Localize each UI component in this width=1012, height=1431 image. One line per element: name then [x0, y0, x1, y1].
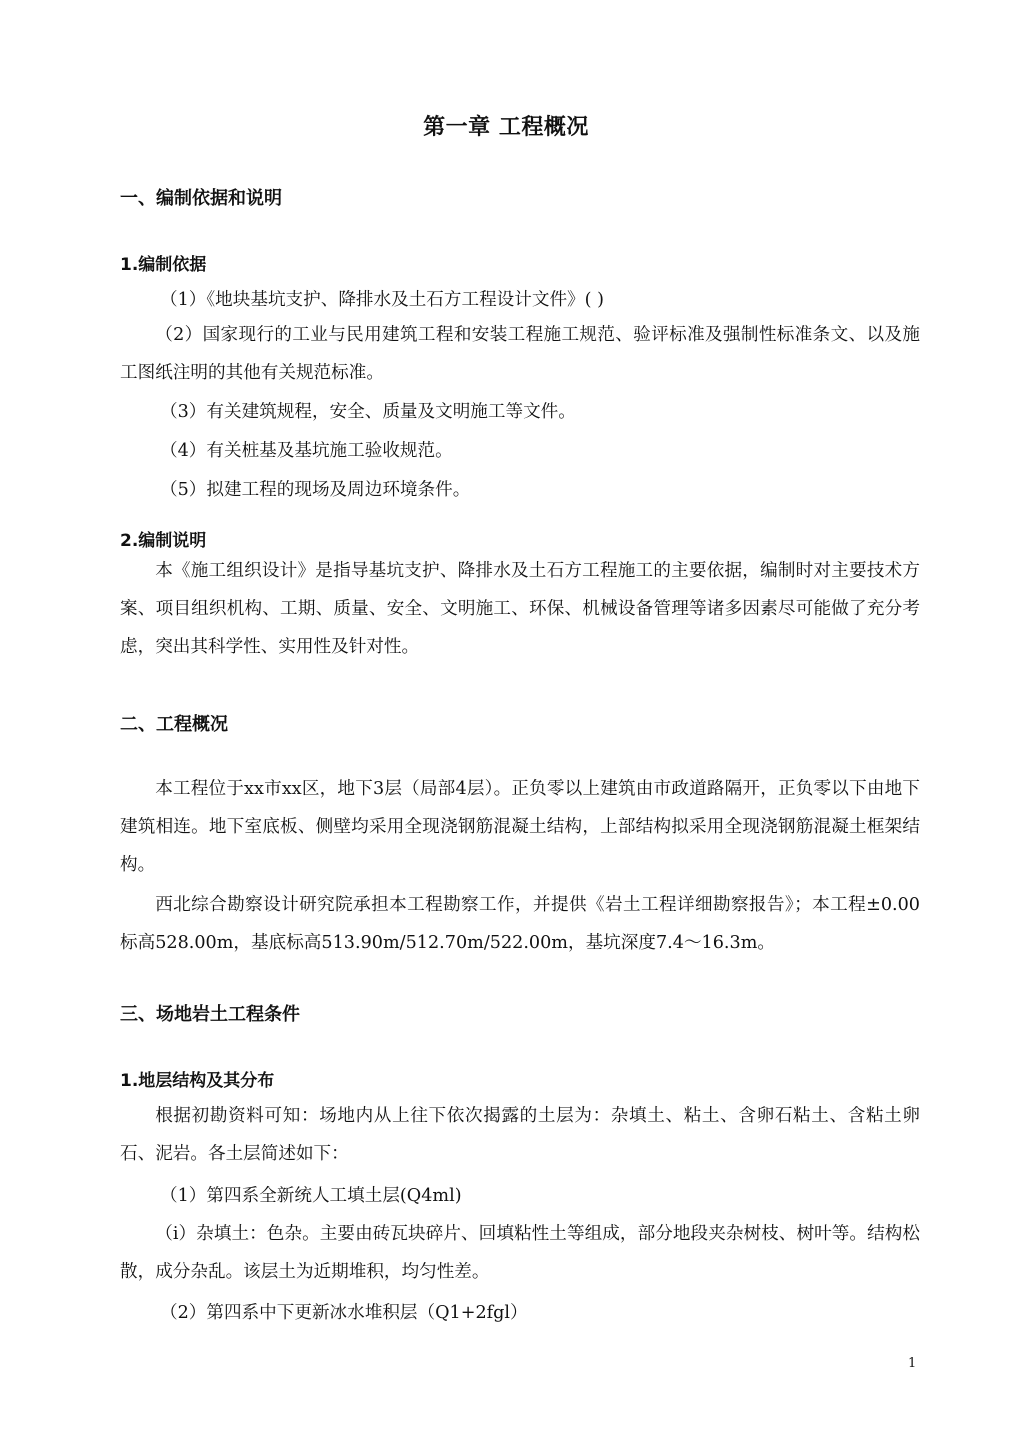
basis-item-5: （5）拟建工程的现场及周边环境条件。 [160, 480, 471, 500]
chapter-title: 第一章 工程概况 [423, 114, 589, 140]
strata-paragraph: 根据初勘资料可知：场地内从上往下依次揭露的土层为：杂填土、粘土、含卵石粘土、含粘土卵石、泥岩。各土层简述如下： [120, 1106, 920, 1164]
basis-item-3: （3）有关建筑规程，安全、质量及文明施工等文件。 [160, 402, 576, 422]
basis-item-4: （4）有关桩基及基坑施工验收规范。 [160, 441, 453, 461]
layer-1-detail: （i）杂填土：色杂。主要由砖瓦块碎片、回填粘性土等组成，部分地段夹杂树枝、树叶等。结构松散，成分杂乱。该层土为近期堆积，均匀性差。 [120, 1224, 920, 1282]
description-paragraph: 本《施工组织设计》是指导基坑支护、降排水及土石方工程施工的主要依据，编制时对主要技术方案、项目组织机构、工期、质量、安全、文明施工、环保、机械设备管理等诸多因素尽可能做了充分考虑，突出其科学性、实用性及针对性。 [120, 561, 920, 657]
section-heading-basis: 一、编制依据和说明 [120, 188, 282, 209]
section-heading-geotech: 三、场地岩土工程条件 [120, 1004, 300, 1025]
overview-paragraph-1: 本工程位于xx市xx区，地下3层（局部4层）。正负零以上建筑由市政道路隔开，正负零以下由地下建筑相连。地下室底板、侧壁均采用全现浇钢筋混凝土结构，上部结构拟采用全现浇钢筋混凝土框架结构。 [120, 779, 920, 875]
basis-item-2: （2）国家现行的工业与民用建筑工程和安装工程施工规范、验评标准及强制性标准条文、以及施工图纸注明的其他有关规范标准。 [120, 325, 920, 383]
page-number: 1 [908, 1356, 917, 1371]
basis-item-1: （1）《地块基坑支护、降排水及土石方工程设计文件》( ) [160, 290, 604, 310]
subsection-heading-basis: 1.编制依据 [120, 255, 207, 275]
subsection-heading-description: 2.编制说明 [120, 531, 207, 551]
subsection-heading-strata: 1.地层结构及其分布 [120, 1071, 275, 1091]
overview-paragraph-2: 西北综合勘察设计研究院承担本工程勘察工作，并提供《岩土工程详细勘察报告》；本工程±0.00标高528.00m，基底标高513.90m/512.70m/522.00m，基坑深度7.4～16.3m。 [120, 895, 920, 953]
section-heading-overview: 二、工程概况 [120, 714, 228, 735]
layer-2-title: （2）第四系中下更新冰水堆积层（Q1+2fgl） [160, 1303, 528, 1323]
layer-1-title: （1）第四系全新统人工填土层(Q4ml) [160, 1186, 462, 1206]
